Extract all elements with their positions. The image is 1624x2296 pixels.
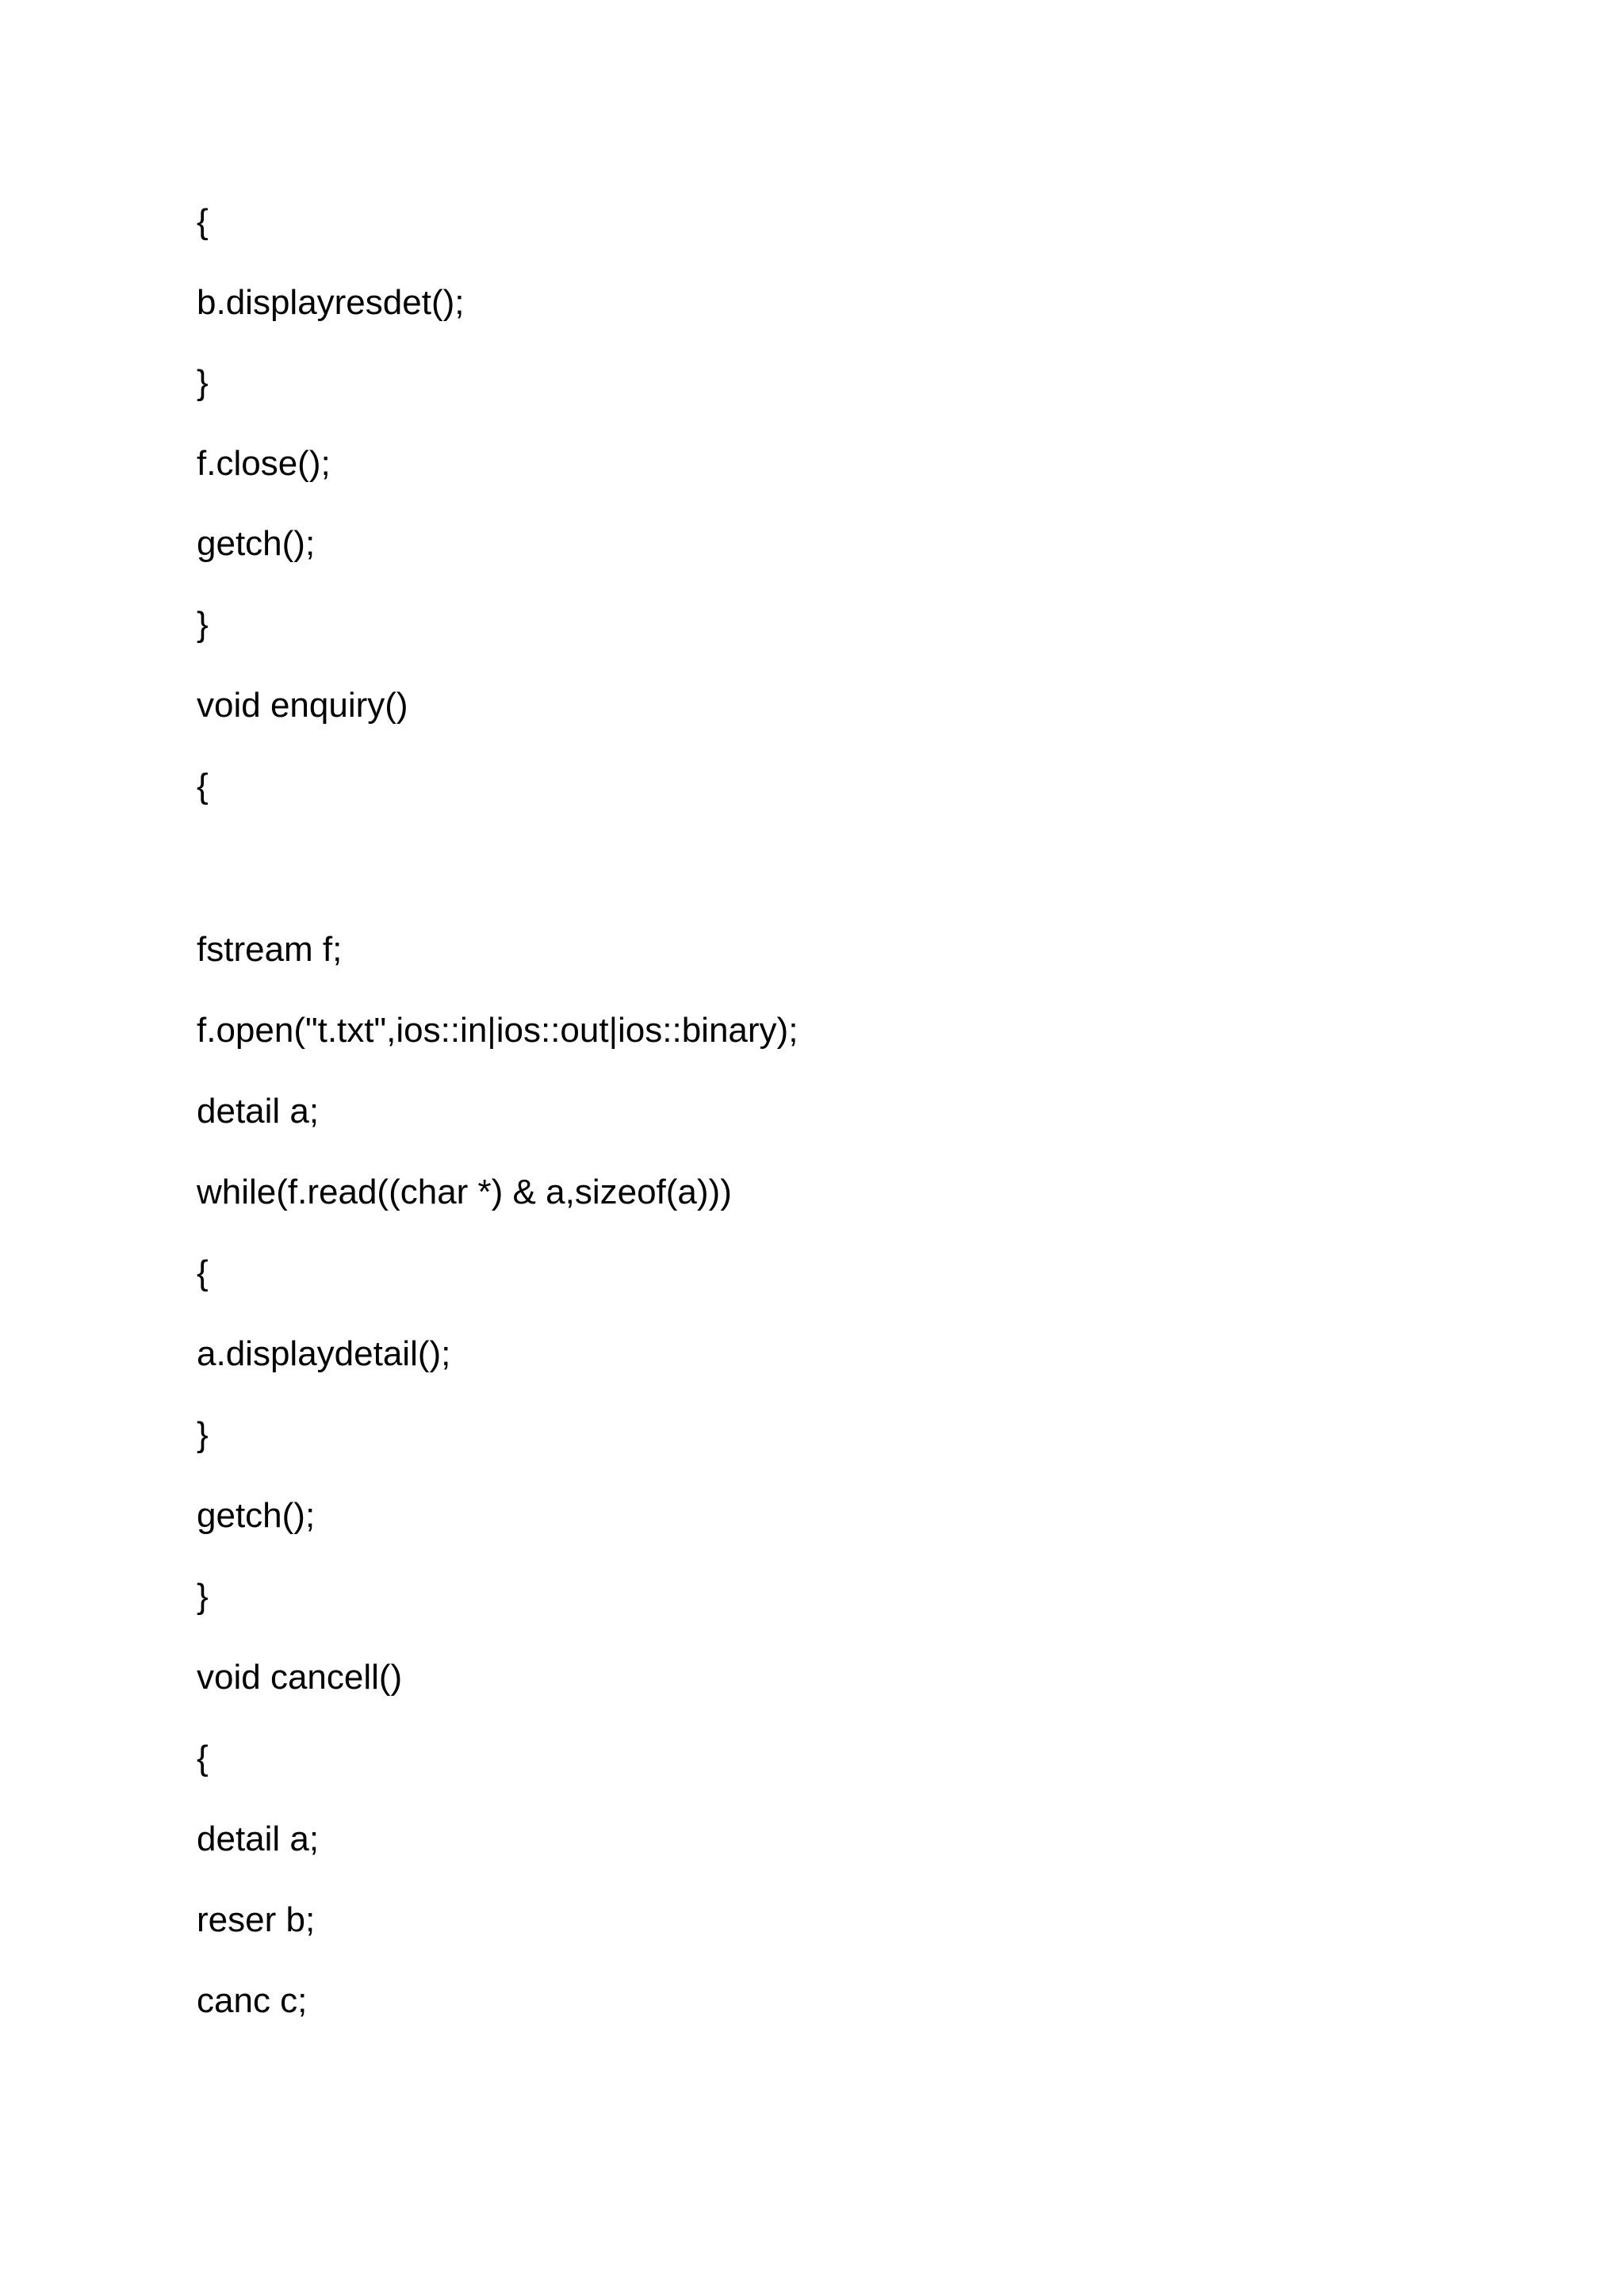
code-line: } (197, 1415, 209, 1454)
code-line: fstream f; (197, 930, 343, 969)
code-line: { (197, 767, 209, 806)
code-line: a.displaydetail(); (197, 1334, 451, 1373)
code-line: } (197, 363, 209, 402)
code-line: reser b; (197, 1900, 316, 1939)
code-line: canc c; (197, 1981, 308, 2020)
code-line: { (197, 202, 209, 241)
code-line: } (197, 605, 209, 644)
code-line: void enquiry() (197, 686, 408, 725)
code-line: b.displayresdet(); (197, 283, 465, 322)
code-line: f.open("t.txt",ios::in|ios::out|ios::binary); (197, 1011, 799, 1050)
code-line: void cancell() (197, 1658, 403, 1697)
code-line: f.close(); (197, 444, 331, 483)
code-line: getch(); (197, 524, 316, 563)
code-line: } (197, 1577, 209, 1616)
code-line: { (197, 1739, 209, 1777)
code-line: { (197, 1253, 209, 1292)
code-line: detail a; (197, 1092, 320, 1131)
code-line: while(f.read((char *) & a,sizeof(a))) (197, 1173, 732, 1211)
code-line: detail a; (197, 1820, 320, 1858)
code-line: getch(); (197, 1496, 316, 1535)
